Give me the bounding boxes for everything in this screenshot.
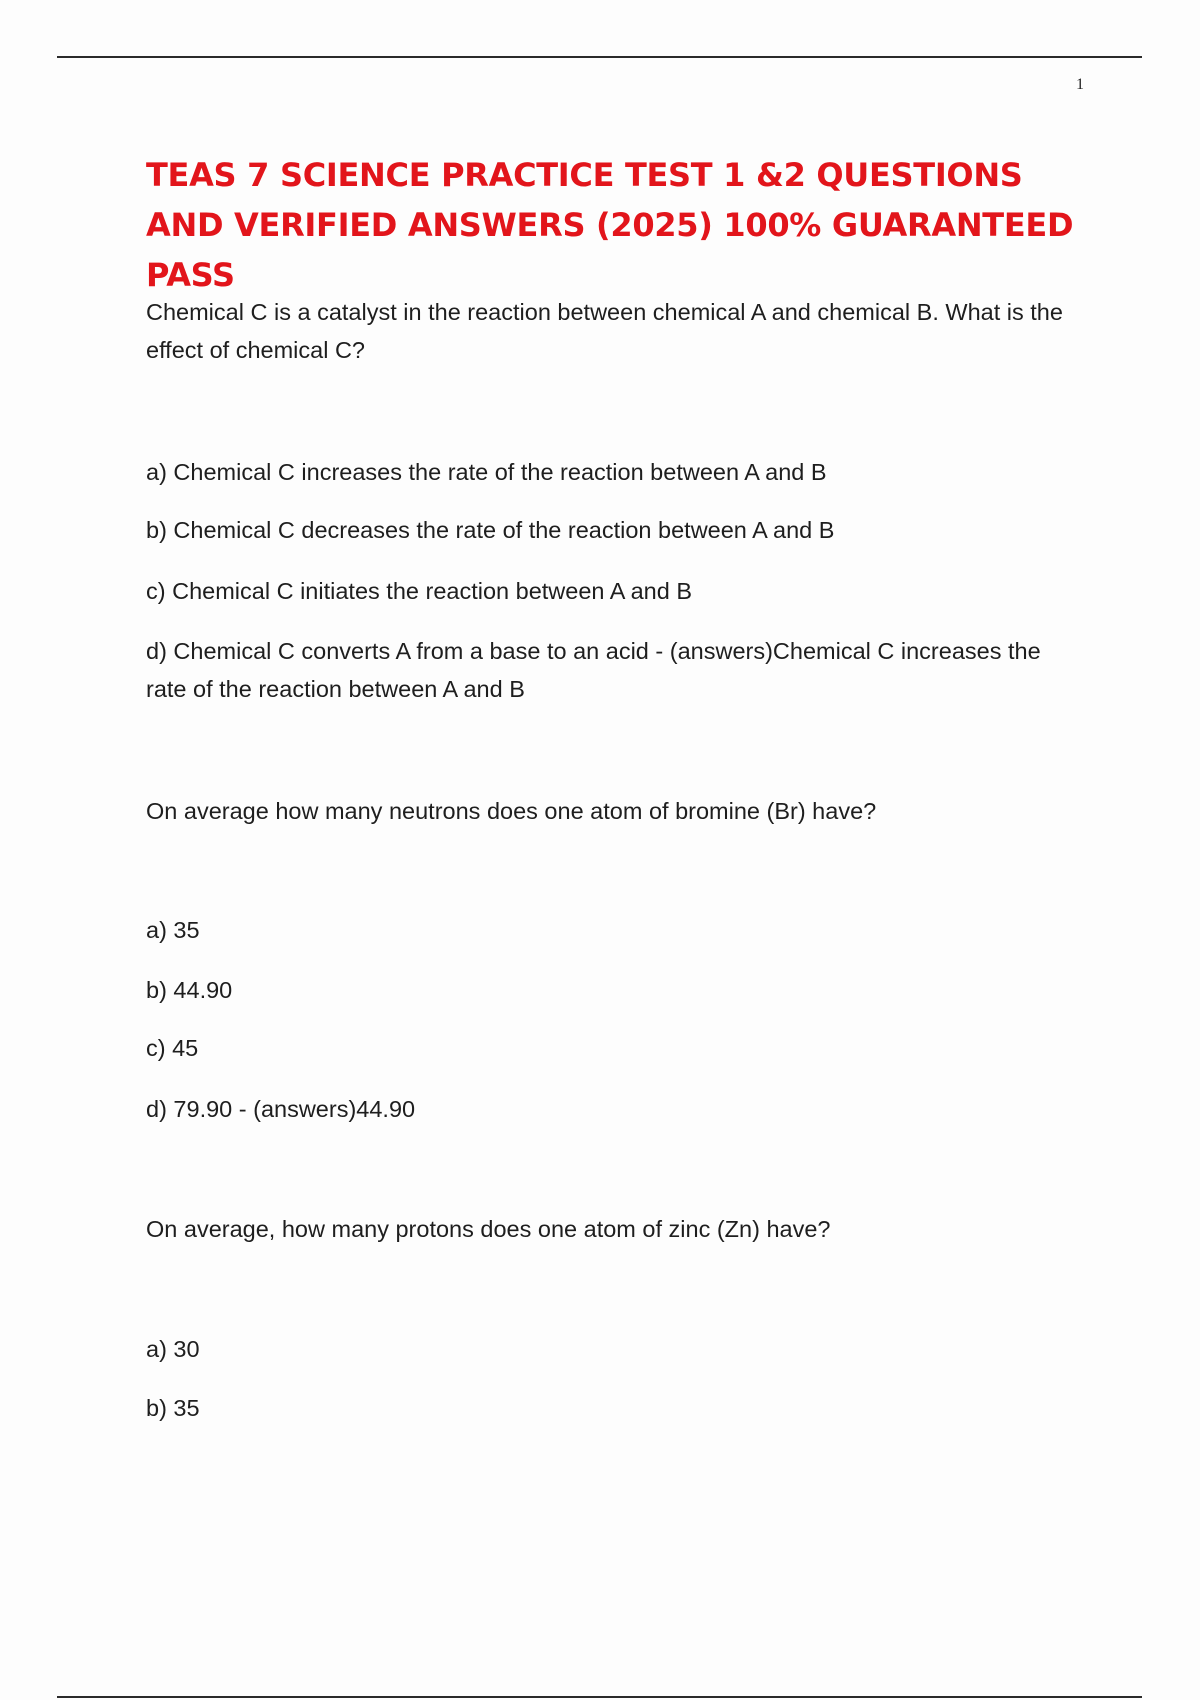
- question-1-option-b: b) Chemical C decreases the rate of the reaction between A and B: [146, 517, 835, 543]
- question-2-option-d: d) 79.90 - (answers)44.90: [146, 1096, 416, 1122]
- question-2-option-c: c) 45: [146, 1035, 199, 1061]
- question-3-text: On average, how many protons does one atom of zinc (Zn) have?: [146, 1216, 831, 1242]
- question-1-option-a: a) Chemical C increases the rate of the reaction between A and B: [146, 459, 827, 485]
- question-3-option-b: b) 35: [146, 1395, 200, 1421]
- question-2-text: On average how many neutrons does one atom of bromine (Br) have?: [146, 798, 877, 824]
- question-3-option-a: a) 30: [146, 1336, 200, 1362]
- header-rule: [57, 56, 1142, 58]
- question-1-option-c: c) Chemical C initiates the reaction between A and B: [146, 578, 693, 604]
- question-1-text: Chemical C is a catalyst in the reaction between chemical A and chemical B. What is the effect of chemical C?: [146, 299, 1063, 363]
- page-number: 1: [1076, 76, 1084, 93]
- question-2-option-a: a) 35: [146, 917, 200, 943]
- question-1-option-d: d) Chemical C converts A from a base to an acid - (answers)Chemical C increases the rate of the reaction between A and B: [146, 638, 1041, 702]
- footer-rule: [57, 1696, 1142, 1698]
- document-title: TEAS 7 SCIENCE PRACTICE TEST 1 &2 QUESTIONS AND VERIFIED ANSWERS (2025) 100% GUARANTEED PASS: [146, 156, 1074, 294]
- question-2-option-b: b) 44.90: [146, 977, 233, 1003]
